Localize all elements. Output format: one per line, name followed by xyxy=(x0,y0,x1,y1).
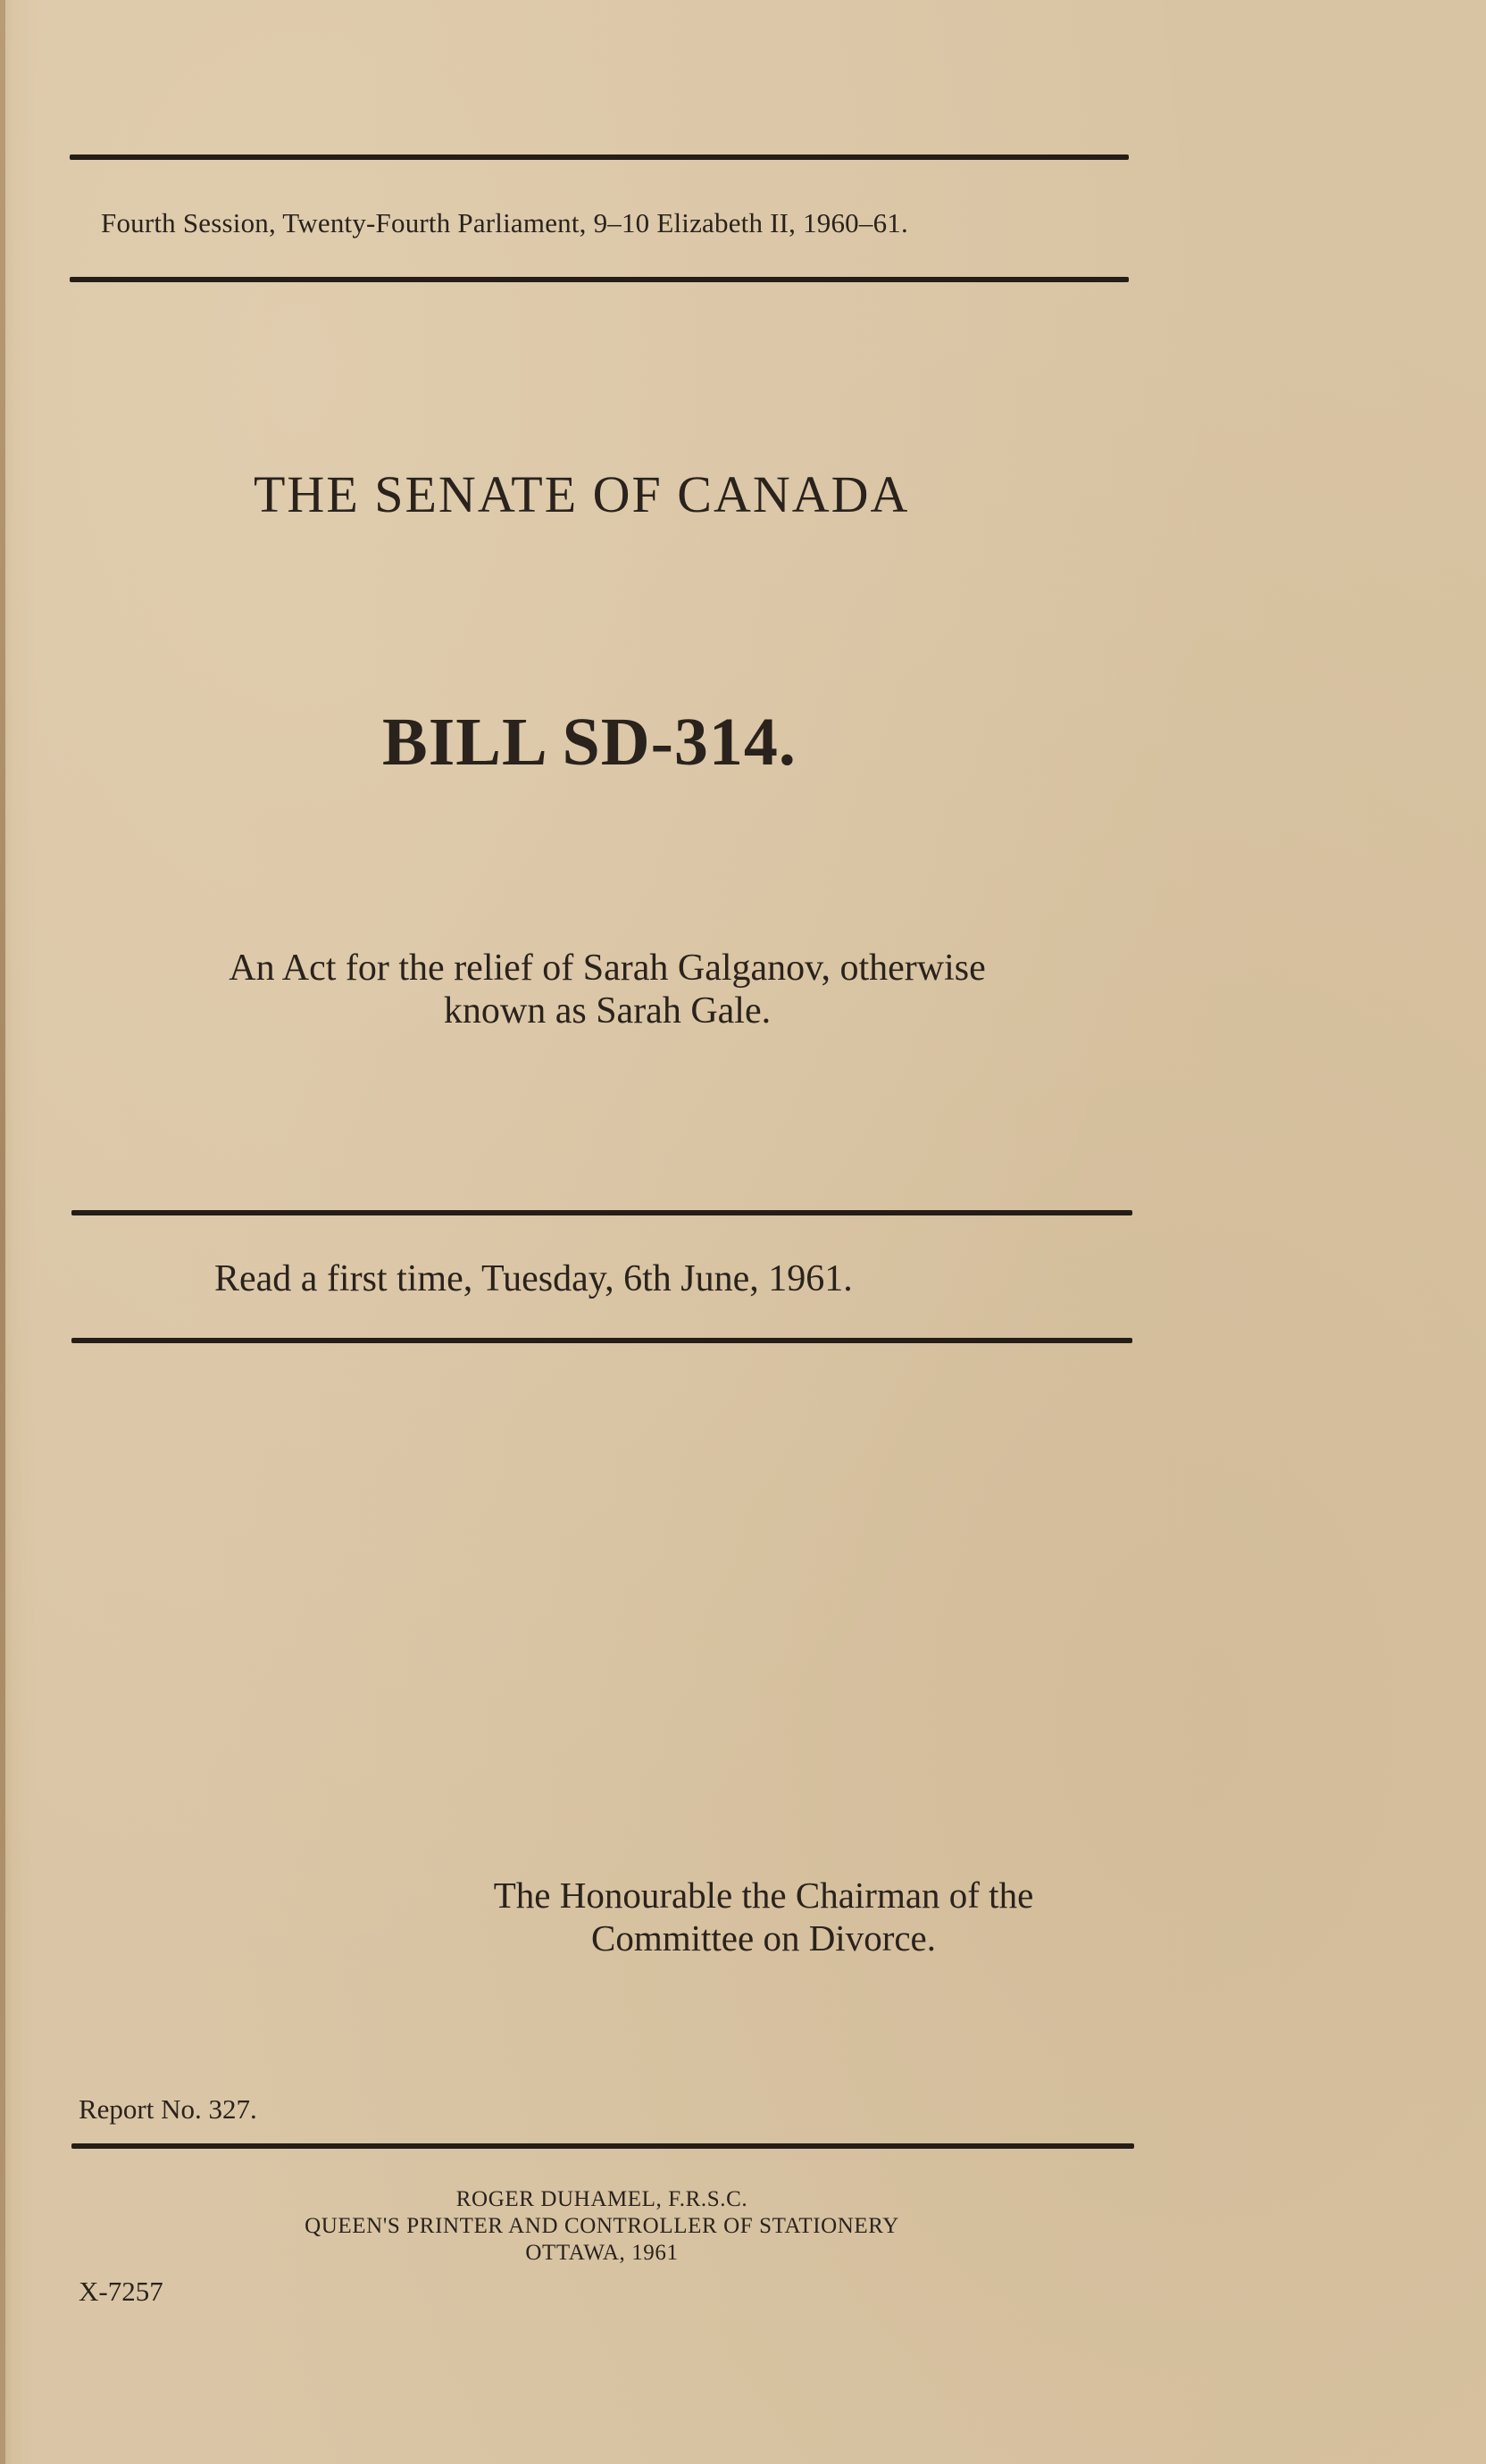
top-rule-lower xyxy=(70,277,1129,282)
footer-rule xyxy=(71,2143,1134,2149)
act-title-line-1: An Act for the relief of Sarah Galganov, otherwise xyxy=(229,948,986,989)
printer-imprint xyxy=(196,2186,1007,2267)
sponsor-line-2: Committee on Divorce. xyxy=(591,1917,936,1959)
session-line: Fourth Session, Twenty-Fourth Parliament, 9–10 Elizabeth II, 1960–61. xyxy=(101,207,908,238)
printer-location: OTTAWA, 1961 xyxy=(525,2241,679,2265)
page-edge xyxy=(0,0,5,2464)
act-title-line-2: known as Sarah Gale. xyxy=(443,990,772,1032)
report-number: Report No. 327. xyxy=(79,2093,257,2125)
document-code: X-7257 xyxy=(79,2276,163,2307)
bill-number: BILL SD-314. xyxy=(382,705,797,780)
reading-rule-lower xyxy=(71,1338,1132,1343)
printer-title: QUEEN'S PRINTER AND CONTROLLER OF STATIONERY xyxy=(305,2214,899,2238)
act-title xyxy=(143,947,1072,1032)
top-rule-upper xyxy=(70,155,1129,160)
senate-title: THE SENATE OF CANADA xyxy=(254,465,910,523)
sponsor xyxy=(420,1874,1107,1959)
sponsor-line-1: The Honourable the Chairman of the xyxy=(493,1875,1034,1916)
reading-rule-upper xyxy=(71,1210,1132,1215)
printer-name: ROGER DUHAMEL, F.R.S.C. xyxy=(455,2187,748,2211)
first-reading-line: Read a first time, Tuesday, 6th June, 1961. xyxy=(214,1258,853,1299)
